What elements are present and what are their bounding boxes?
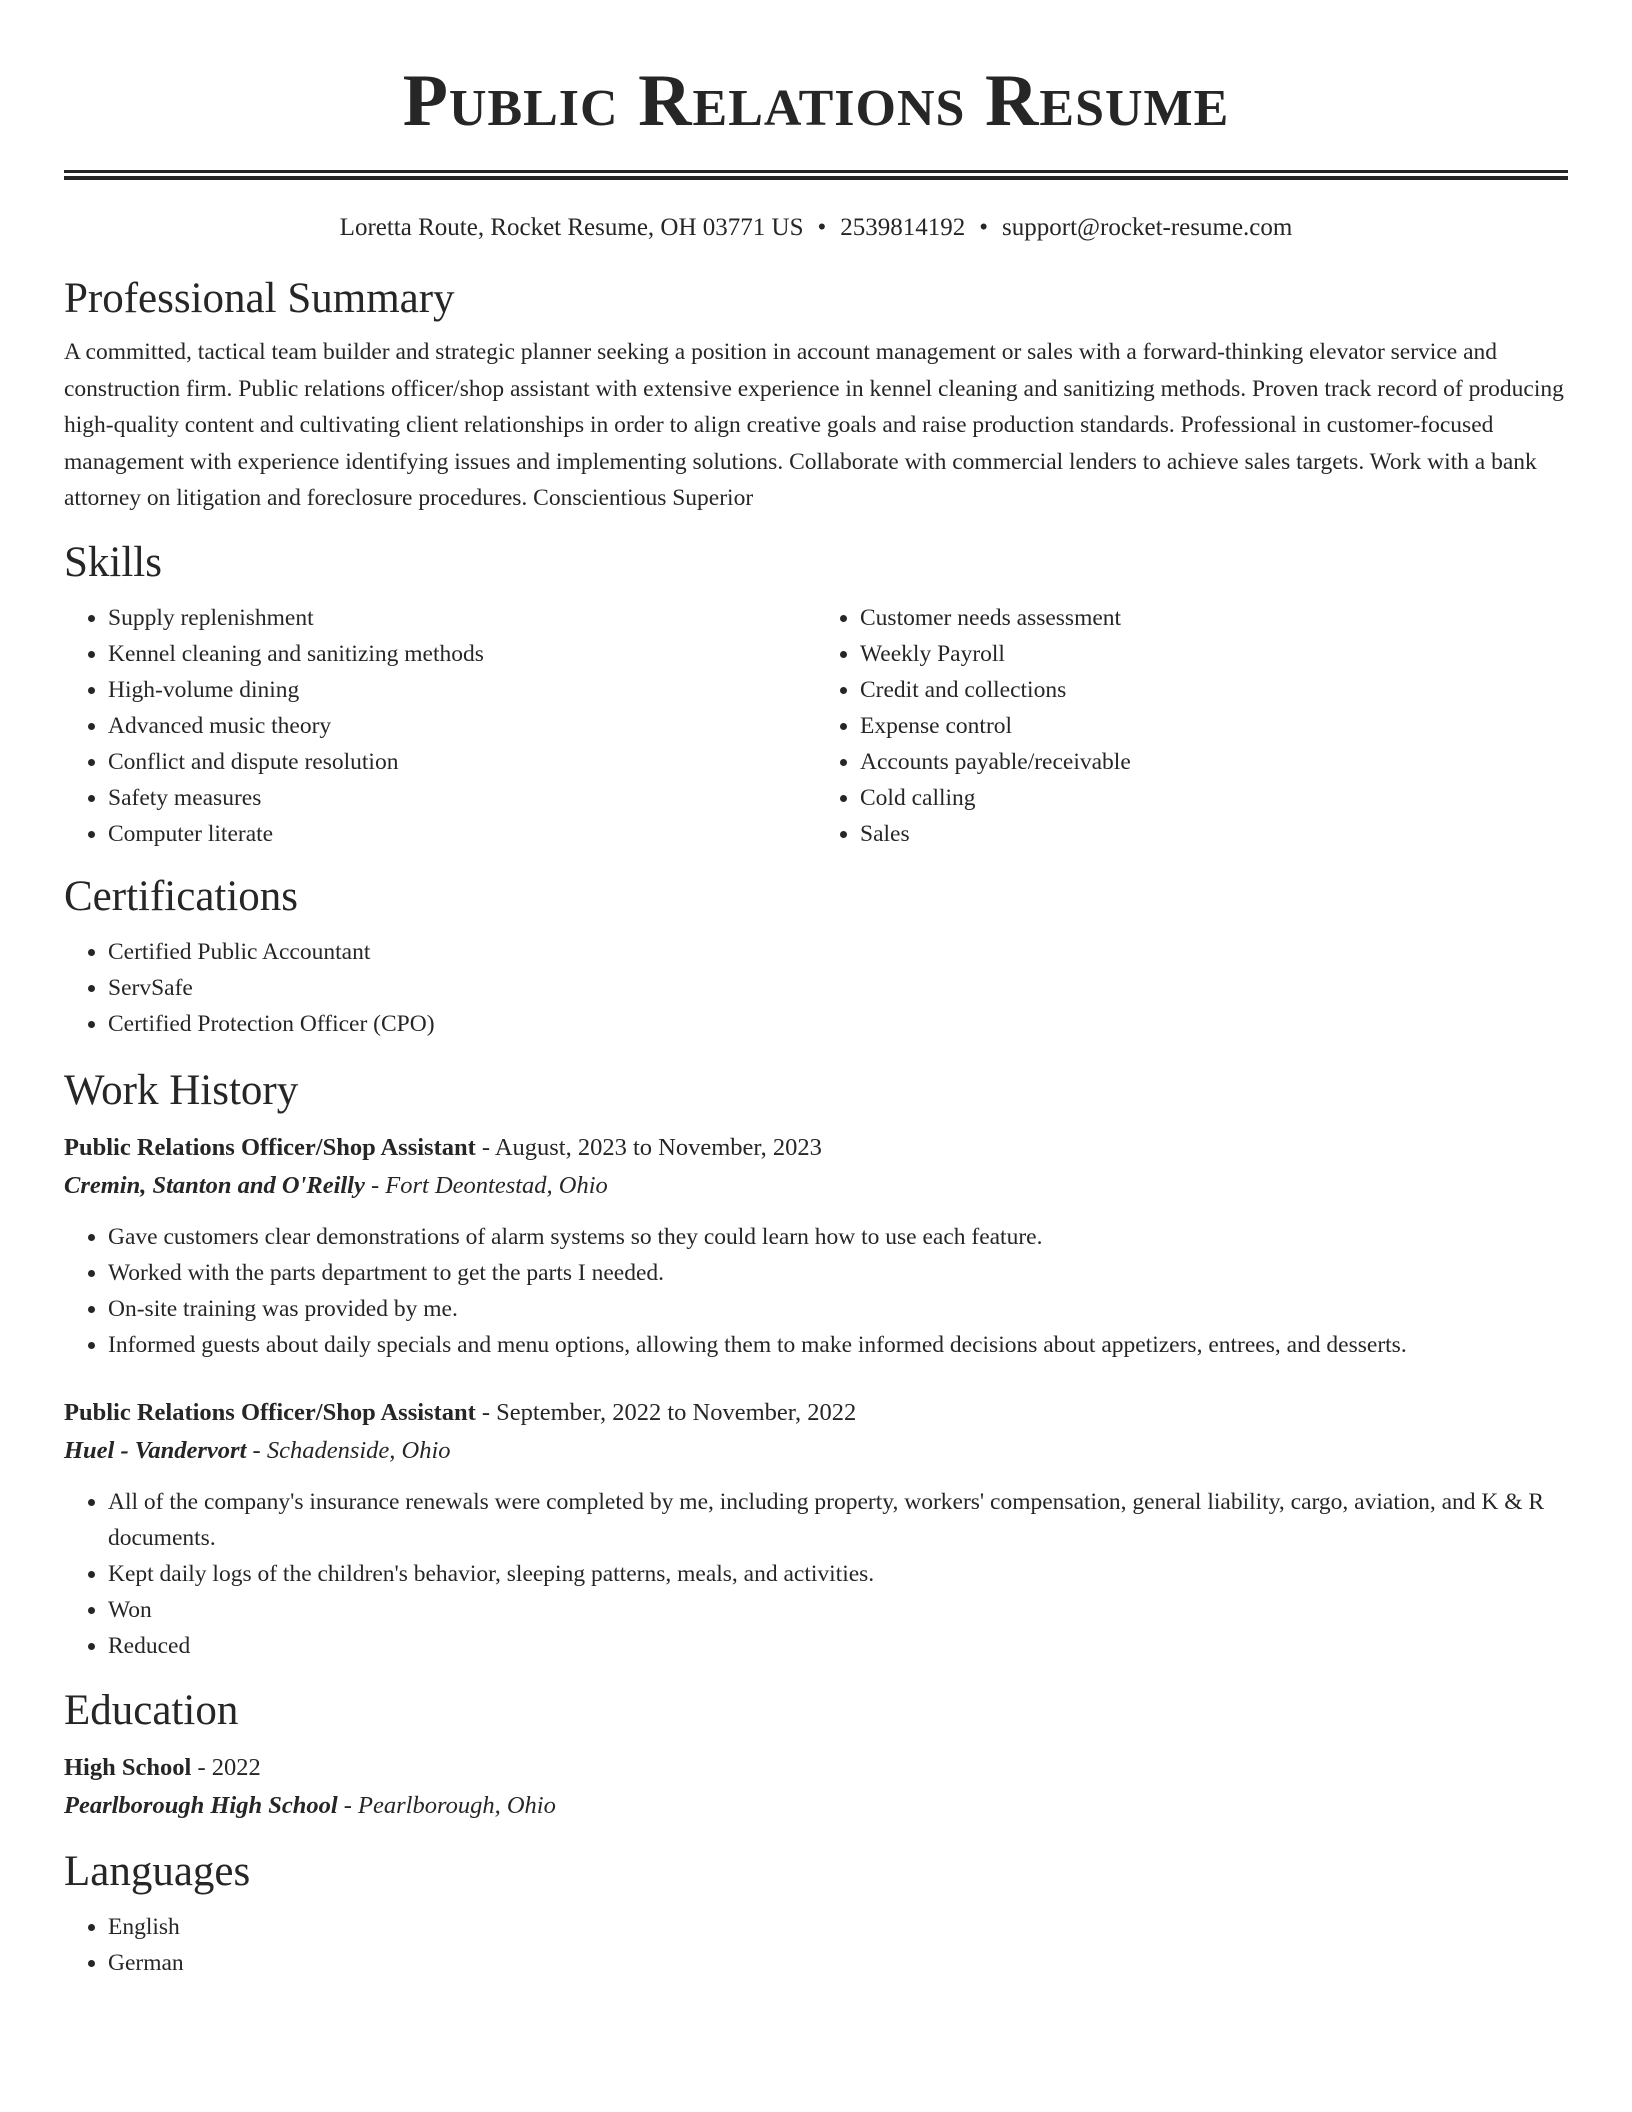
certification-item: • Certified Protection Officer (CPO): [108, 1006, 1568, 1042]
education-heading: Education: [64, 1686, 239, 1734]
job-header: [64, 1394, 1568, 1432]
work-heading: Work History: [64, 1066, 299, 1114]
skills-list-right: [816, 600, 1568, 852]
education-school-line: [64, 1787, 1568, 1825]
skill-item: • Advanced music theory: [108, 708, 816, 744]
job-bullet: • Reduced: [108, 1628, 1568, 1664]
job-company: Huel - Vandervort: [64, 1436, 247, 1464]
title-divider: [64, 170, 1568, 180]
skills-columns: [64, 600, 1568, 852]
certifications-heading: Certifications: [64, 872, 299, 920]
skill-item: • Computer literate: [108, 816, 816, 852]
skill-item: • Customer needs assessment: [860, 600, 1568, 636]
languages-section: [64, 1847, 1568, 1981]
certification-item: • Certified Public Accountant: [108, 934, 1568, 970]
summary-heading: Professional Summary: [64, 275, 455, 322]
contact-separator: •: [817, 214, 827, 241]
language-item: • German: [108, 1945, 1568, 1981]
certifications-list: [64, 934, 1568, 1042]
job-entry: [64, 1394, 1568, 1664]
job-bullet: • Kept daily logs of the children's behavior, sleeping patterns, meals, and activities.: [108, 1556, 1568, 1592]
skill-item: • Accounts payable/receivable: [860, 744, 1568, 780]
resume-title: Public Relations Resume: [402, 60, 1230, 142]
education-degree-line: [64, 1749, 1568, 1787]
skill-item: • Cold calling: [860, 780, 1568, 816]
skill-item: • Credit and collections: [860, 672, 1568, 708]
language-item: • English: [108, 1909, 1568, 1945]
skill-item: • Expense control: [860, 708, 1568, 744]
contact-line: [64, 213, 1568, 243]
job-company-line: [64, 1432, 1568, 1470]
job-company: Cremin, Stanton and O'Reilly: [64, 1171, 365, 1199]
work-section: [64, 1066, 1568, 1664]
contact-separator: •: [979, 214, 989, 241]
job-bullet: • Won: [108, 1592, 1568, 1628]
skills-section: [64, 538, 1568, 852]
job-dates: - August, 2023 to November, 2023: [475, 1133, 822, 1161]
education-section: [64, 1686, 1568, 1825]
job-bullet: • On-site training was provided by me.: [108, 1291, 1568, 1327]
languages-list: [64, 1909, 1568, 1981]
job-header: [64, 1129, 1568, 1167]
education-degree: High School: [64, 1753, 192, 1781]
education-location: - Pearlborough, Ohio: [337, 1791, 556, 1819]
job-location: - Fort Deontestad, Ohio: [364, 1171, 608, 1199]
job-dates: - September, 2022 to November, 2022: [475, 1398, 857, 1426]
certification-item: • ServSafe: [108, 970, 1568, 1006]
summary-section: [64, 274, 1568, 517]
skill-item: • Weekly Payroll: [860, 636, 1568, 672]
contact-email: support@rocket-resume.com: [1002, 214, 1293, 241]
job-company-line: [64, 1167, 1568, 1205]
summary-text: A committed, tactical team builder and strategic planner seeking a position in account management or sales with a forward-thinking elevator service and construction firm. Public relations officer/shop assistant with extensive experience in kennel cleaning and sanitizing methods. Proven track record of producing high-quality content and cultivating client relationships in order to align creative goals and raise production standards. Professional in customer-focused management with experience identifying issues and implementing solutions. Collaborate with commercial lenders to achieve sales targets. Work with a bank attorney on litigation and foreclosure procedures. Conscientious Superior: [64, 339, 1564, 511]
skill-item: • Supply replenishment: [108, 600, 816, 636]
job-title: Public Relations Officer/Shop Assistant: [64, 1133, 476, 1161]
job-title: Public Relations Officer/Shop Assistant: [64, 1398, 476, 1426]
languages-heading: Languages: [64, 1847, 251, 1895]
job-bullet: • Gave customers clear demonstrations of alarm systems so they could learn how to use each feature.: [108, 1219, 1568, 1255]
skill-item: • Kennel cleaning and sanitizing methods: [108, 636, 816, 672]
skill-item: • High-volume dining: [108, 672, 816, 708]
job-location: - Schadenside, Ohio: [246, 1436, 451, 1464]
job-bullets: [64, 1219, 1568, 1363]
certifications-section: [64, 872, 1568, 1042]
skill-item: • Safety measures: [108, 780, 816, 816]
job-bullets: [64, 1484, 1568, 1664]
skill-item: • Conflict and dispute resolution: [108, 744, 816, 780]
job-entry: [64, 1129, 1568, 1363]
job-bullet: • Worked with the parts department to get the parts I needed.: [108, 1255, 1568, 1291]
job-bullet: • All of the company's insurance renewals were completed by me, including property, workers' compensation, general liability, cargo, aviation, and K & R documents.: [108, 1484, 1568, 1556]
job-bullet: • Informed guests about daily specials and menu options, allowing them to make informed decisions about appetizers, entrees, and desserts.: [108, 1327, 1568, 1363]
skills-list-left: [64, 600, 816, 852]
contact-phone: 2539814192: [840, 214, 966, 241]
skill-item: • Sales: [860, 816, 1568, 852]
contact-address: Loretta Route, Rocket Resume, OH 03771 US: [339, 214, 804, 241]
education-year: - 2022: [191, 1753, 261, 1781]
education-school: Pearlborough High School: [64, 1791, 338, 1819]
skills-heading: Skills: [64, 538, 162, 586]
